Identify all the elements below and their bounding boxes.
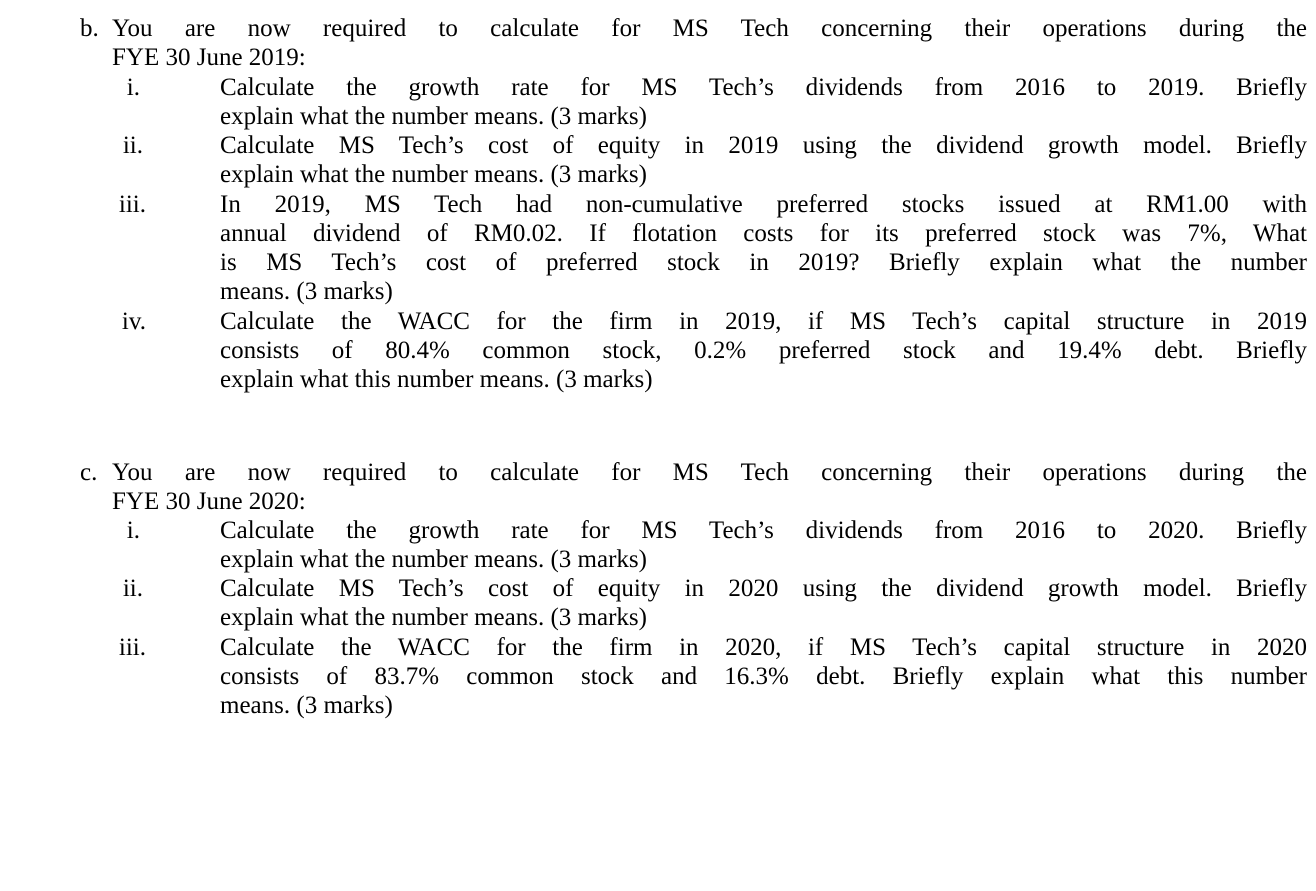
part-intro-line: You are now required to calculate for MS Tech concerning their operations during the (112, 459, 1307, 486)
sub-question-line: explain what the number means. (3 marks) (220, 604, 647, 631)
sub-question-line: annual dividend of RM0.02. If flotation costs for its preferred stock was 7%, What (220, 220, 1307, 247)
roman-numeral: ii. (122, 575, 143, 602)
roman-numeral: i. (126, 517, 140, 544)
sub-question-line: consists of 83.7% common stock and 16.3% debt. Briefly explain what this number (220, 663, 1307, 690)
roman-numeral: iv. (121, 308, 146, 335)
sub-question-line: means. (3 marks) (220, 692, 393, 719)
sub-question-line: In 2019, MS Tech had non-cumulative preferred stocks issued at RM1.00 with (220, 191, 1307, 218)
sub-question-line: Calculate the WACC for the firm in 2020, if MS Tech’s capital structure in 2020 (220, 634, 1307, 661)
roman-numeral: iii. (118, 191, 146, 218)
sub-question-line: Calculate the WACC for the firm in 2019, if MS Tech’s capital structure in 2019 (220, 308, 1307, 335)
sub-question-line: consists of 80.4% common stock, 0.2% preferred stock and 19.4% debt. Briefly (220, 337, 1307, 364)
sub-question-line: is MS Tech’s cost of preferred stock in 2019? Briefly explain what the number (220, 249, 1307, 276)
sub-question-line: explain what the number means. (3 marks) (220, 103, 647, 130)
roman-numeral: ii. (122, 132, 143, 159)
part-intro-line: FYE 30 June 2019: (112, 44, 306, 71)
sub-question-line: Calculate MS Tech’s cost of equity in 2020 using the dividend growth model. Briefly (220, 575, 1307, 602)
roman-numeral: iii. (118, 634, 146, 661)
sub-question-line: explain what the number means. (3 marks) (220, 546, 647, 573)
part-intro-line: You are now required to calculate for MS Tech concerning their operations during the (112, 15, 1307, 42)
sub-question-line: means. (3 marks) (220, 278, 393, 305)
sub-question-line: explain what this number means. (3 marks) (220, 366, 653, 393)
sub-question-line: explain what the number means. (3 marks) (220, 161, 647, 188)
sub-question-line: Calculate the growth rate for MS Tech’s dividends from 2016 to 2019. Briefly (220, 74, 1307, 101)
sub-question-line: Calculate MS Tech’s cost of equity in 2019 using the dividend growth model. Briefly (220, 132, 1307, 159)
part-marker: c. (80, 459, 98, 486)
roman-numeral: i. (126, 74, 140, 101)
sub-question-line: Calculate the growth rate for MS Tech’s dividends from 2016 to 2020. Briefly (220, 517, 1307, 544)
part-marker: b. (80, 15, 99, 42)
part-intro-line: FYE 30 June 2020: (112, 488, 306, 515)
